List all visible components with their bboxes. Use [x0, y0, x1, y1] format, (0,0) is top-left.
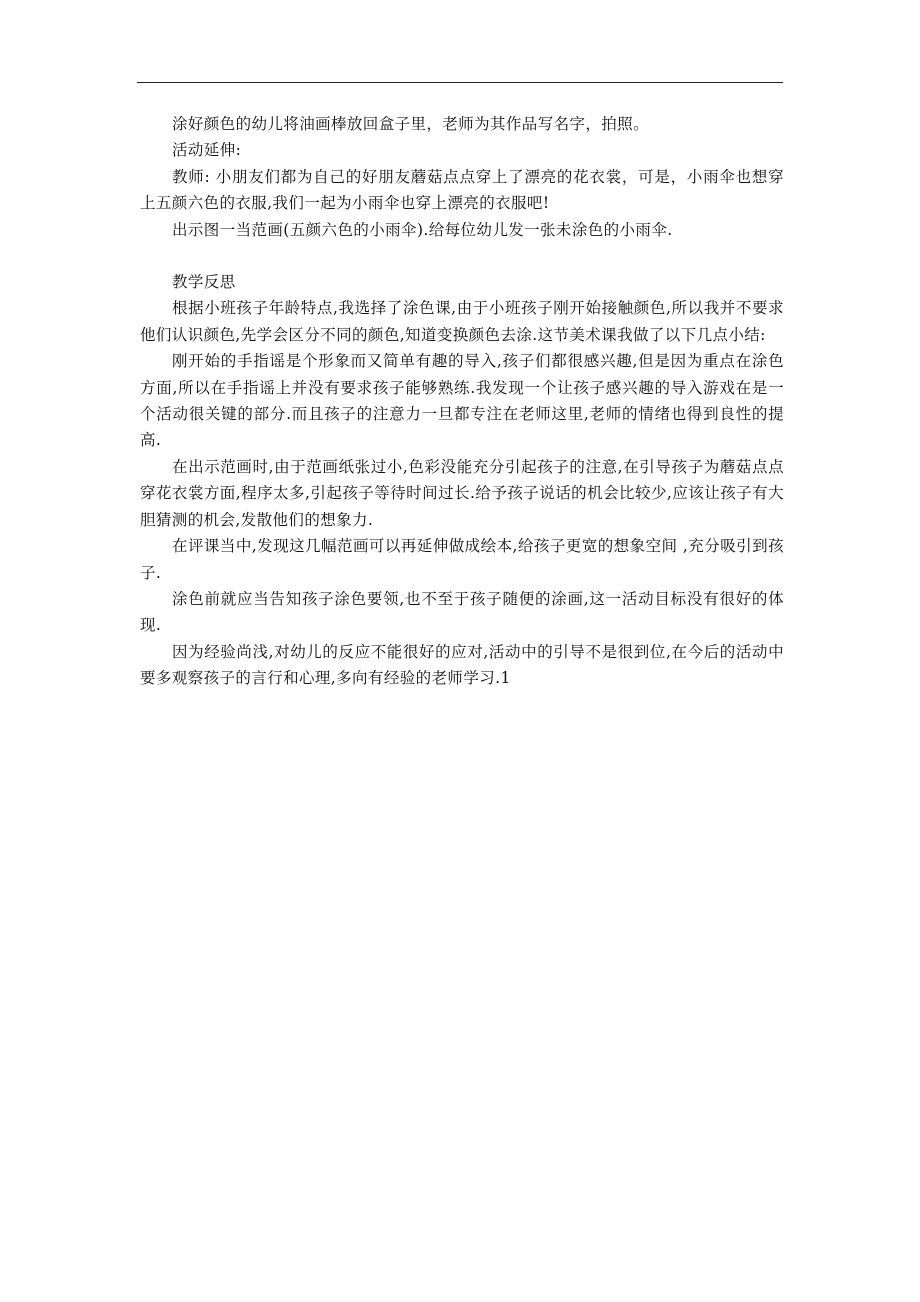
header-rule	[137, 82, 783, 83]
paragraph-reflection-example-drawing: 在出示范画时,由于范画纸张过小,色彩没能充分引起孩子的注意,在引导孩子为蘑菇点点穿花衣裳方面,程序太多,引起孩子等待时间过长.给予孩子说话的机会比较少,应该让孩子有大胆猜测的机会,发散他们的想象力.	[140, 457, 784, 529]
paragraph-reflection-intro: 根据小班孩子年龄特点,我选择了涂色课,由于小班孩子刚开始接触颜色,所以我并不要求他们认识颜色,先学会区分不同的颜色,知道变换颜色去涂.这节美术课我做了以下几点小结:	[140, 299, 784, 344]
section-heading-activity-extension: 活动延伸:	[172, 141, 242, 160]
paragraph-teacher-speech: 教师: 小朋友们都为自己的好朋友蘑菇点点穿上了漂亮的花衣裳，可是，小雨伞也想穿上五颜六色的衣服,我们一起为小雨伞也穿上漂亮的衣服吧!	[140, 167, 784, 213]
paragraph-finish-coloring: 涂好颜色的幼儿将油画棒放回盒子里，老师为其作品写名字，拍照。	[172, 115, 650, 133]
paragraph-reflection-coloring-tips: 涂色前就应当告知孩子涂色要领,也不至于孩子随便的涂画,这一活动目标没有很好的体现.	[140, 589, 784, 635]
paragraph-reflection-finger-rhyme: 刚开始的手指谣是个形象而又简单有趣的导入,孩子们都很感兴趣,但是因为重点在涂色方面,所以在手指谣上并没有要求孩子能够熟练.我发现一个让孩子感兴趣的导入游戏在是一个活动很关键的部分.而且孩子的注意力一旦都专注在老师这里,老师的情绪也得到良性的提高.	[140, 352, 784, 450]
paragraph-reflection-evaluation: 在评课当中,发现这几幅范画可以再延伸做成绘本,给孩子更宽的想象空间 ,充分吸引到孩子.	[140, 537, 784, 582]
document-body	[140, 111, 784, 692]
section-heading-teaching-reflection: 教学反思	[172, 273, 236, 292]
paragraph-show-example: 出示图一当范画(五颜六色的小雨伞).给每位幼儿发一张未涂色的小雨伞.	[172, 220, 673, 239]
paragraph-reflection-experience: 因为经验尚浅,对幼儿的反应不能很好的应对,活动中的引导不是很到位,在今后的活动中要多观察孩子的言行和心理,多向有经验的老师学习.1	[140, 642, 784, 688]
paragraph-gap	[140, 243, 784, 269]
